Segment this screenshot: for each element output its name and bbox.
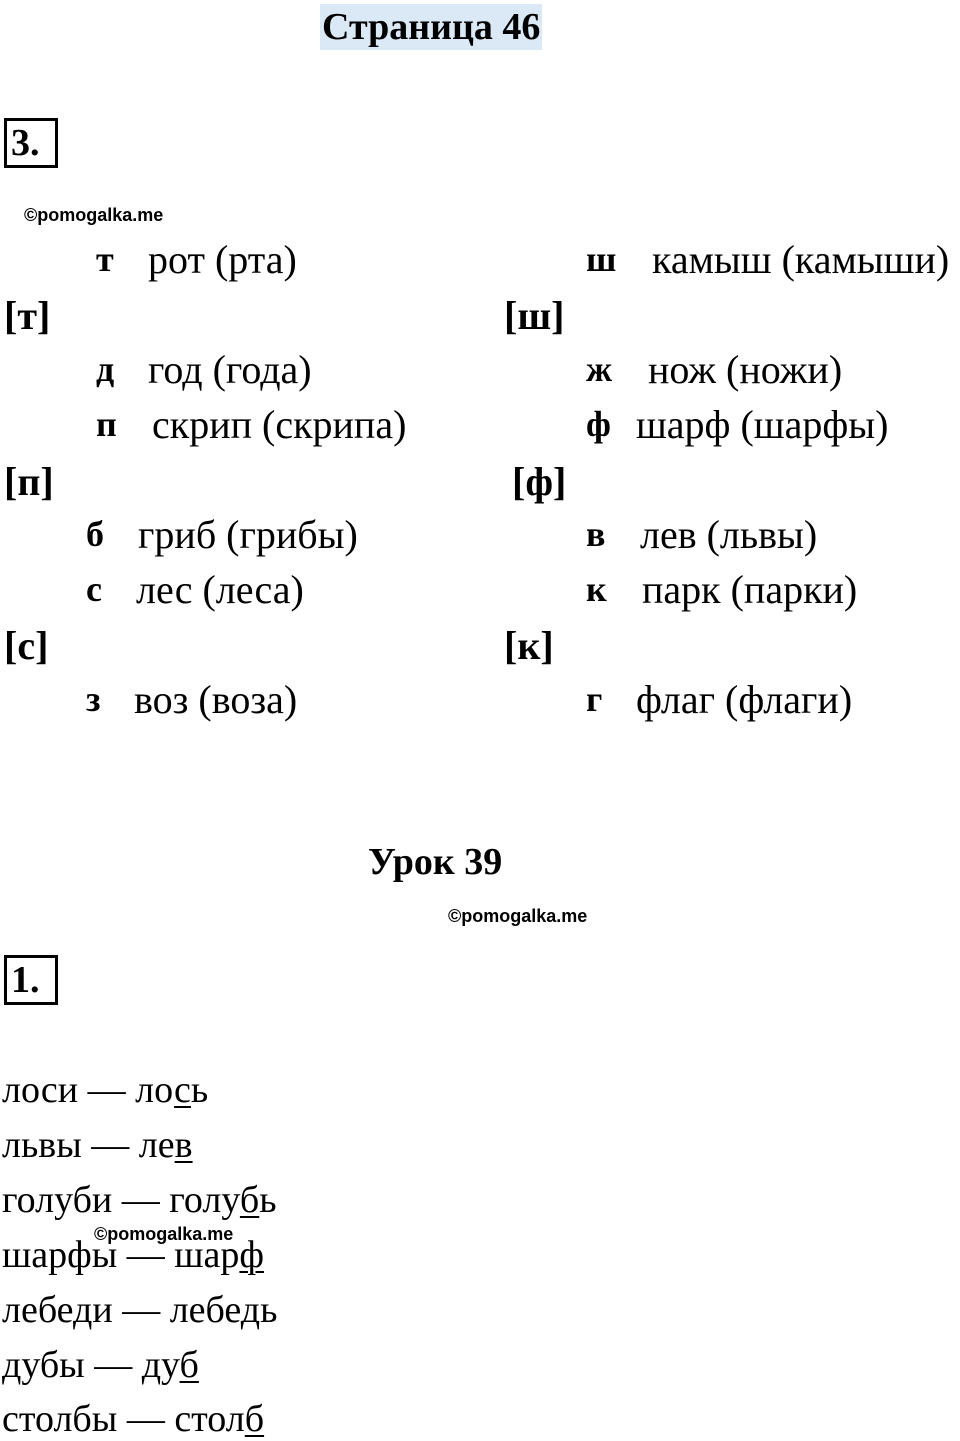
word-nozh: нож (ножи) <box>648 347 843 392</box>
dash: — <box>126 1234 165 1276</box>
letter-zh: ж <box>586 349 613 389</box>
letter-b: б <box>86 514 104 554</box>
word-god: год (года) <box>148 347 312 392</box>
sound-bracket-sh: [ш] <box>504 293 565 338</box>
lesson-title: Урок 39 <box>368 841 503 883</box>
page-title: Страница 46 <box>322 6 541 48</box>
task-number-3: 3. <box>4 118 58 168</box>
watermark: ©pomogalka.me <box>94 1224 234 1244</box>
word-grib: гриб (грибы) <box>138 512 358 557</box>
singular-form: столб <box>174 1398 265 1440</box>
singular-form: лось <box>135 1069 209 1111</box>
checked-consonant: с <box>174 1069 191 1111</box>
plural-form: шарфы <box>2 1234 118 1276</box>
word-les: лес (леса) <box>136 567 304 612</box>
word-voz: воз (воза) <box>134 677 298 722</box>
checked-consonant: б <box>239 1179 260 1221</box>
singular-form: лев <box>138 1124 193 1166</box>
plural-form: столбы <box>2 1398 118 1440</box>
letter-k: к <box>586 569 607 609</box>
dash: — <box>121 1179 160 1221</box>
watermark: ©pomogalka.me <box>24 205 164 225</box>
singular-form: лебедь <box>169 1289 278 1331</box>
word-flag: флаг (флаги) <box>636 677 853 722</box>
sound-bracket-p: [п] <box>4 459 54 504</box>
letter-p: п <box>96 404 117 444</box>
word-rot: рот (рта) <box>148 237 297 282</box>
letter-f: ф <box>586 404 611 444</box>
word-pair-row <box>2 1288 277 1332</box>
plural-form: львы <box>2 1124 82 1166</box>
dash: — <box>91 1124 130 1166</box>
letter-d: д <box>96 349 115 389</box>
word-pair-row <box>2 1233 264 1277</box>
singular-form: шарф <box>174 1234 265 1276</box>
plural-form: лебеди <box>2 1289 113 1331</box>
word-skrip: скрип (скрипа) <box>152 402 407 447</box>
checked-consonant: ф <box>239 1234 265 1276</box>
letter-s: с <box>86 569 102 609</box>
word-pair-row <box>2 1123 193 1167</box>
sound-bracket-f: [ф] <box>512 459 567 504</box>
word-pair-row <box>2 1343 199 1387</box>
word-park: парк (парки) <box>642 567 858 612</box>
singular-form: голубь <box>169 1179 277 1221</box>
dash: — <box>122 1289 161 1331</box>
plural-form: дубы <box>2 1344 85 1386</box>
task-number-1: 1. <box>4 955 58 1005</box>
plural-form: лоси <box>2 1069 79 1111</box>
word-pair-row <box>2 1178 277 1222</box>
dash: — <box>94 1344 133 1386</box>
dash: — <box>126 1398 165 1440</box>
checked-consonant: б <box>244 1398 265 1440</box>
sound-bracket-k: [к] <box>504 623 554 668</box>
singular-form: дуб <box>141 1344 199 1386</box>
checked-consonant: д <box>240 1289 261 1331</box>
letter-z: з <box>86 679 101 719</box>
checked-consonant: б <box>179 1344 199 1386</box>
plural-form: голуби <box>2 1179 113 1221</box>
letter-sh: ш <box>586 239 617 279</box>
sound-bracket-s: [с] <box>4 623 49 668</box>
dash: — <box>87 1069 126 1111</box>
letter-g: г <box>586 679 603 719</box>
word-lev: лев (львы) <box>640 512 818 557</box>
letter-t: т <box>96 239 114 279</box>
word-pair-row <box>2 1068 208 1112</box>
word-pair-row <box>2 1397 264 1441</box>
word-sharf: шарф (шарфы) <box>636 402 889 447</box>
watermark: ©pomogalka.me <box>448 906 588 926</box>
sound-bracket-t: [т] <box>4 293 51 338</box>
checked-consonant: в <box>174 1124 193 1166</box>
word-kamysh: камыш (камыши) <box>652 237 950 282</box>
letter-v: в <box>586 514 606 554</box>
